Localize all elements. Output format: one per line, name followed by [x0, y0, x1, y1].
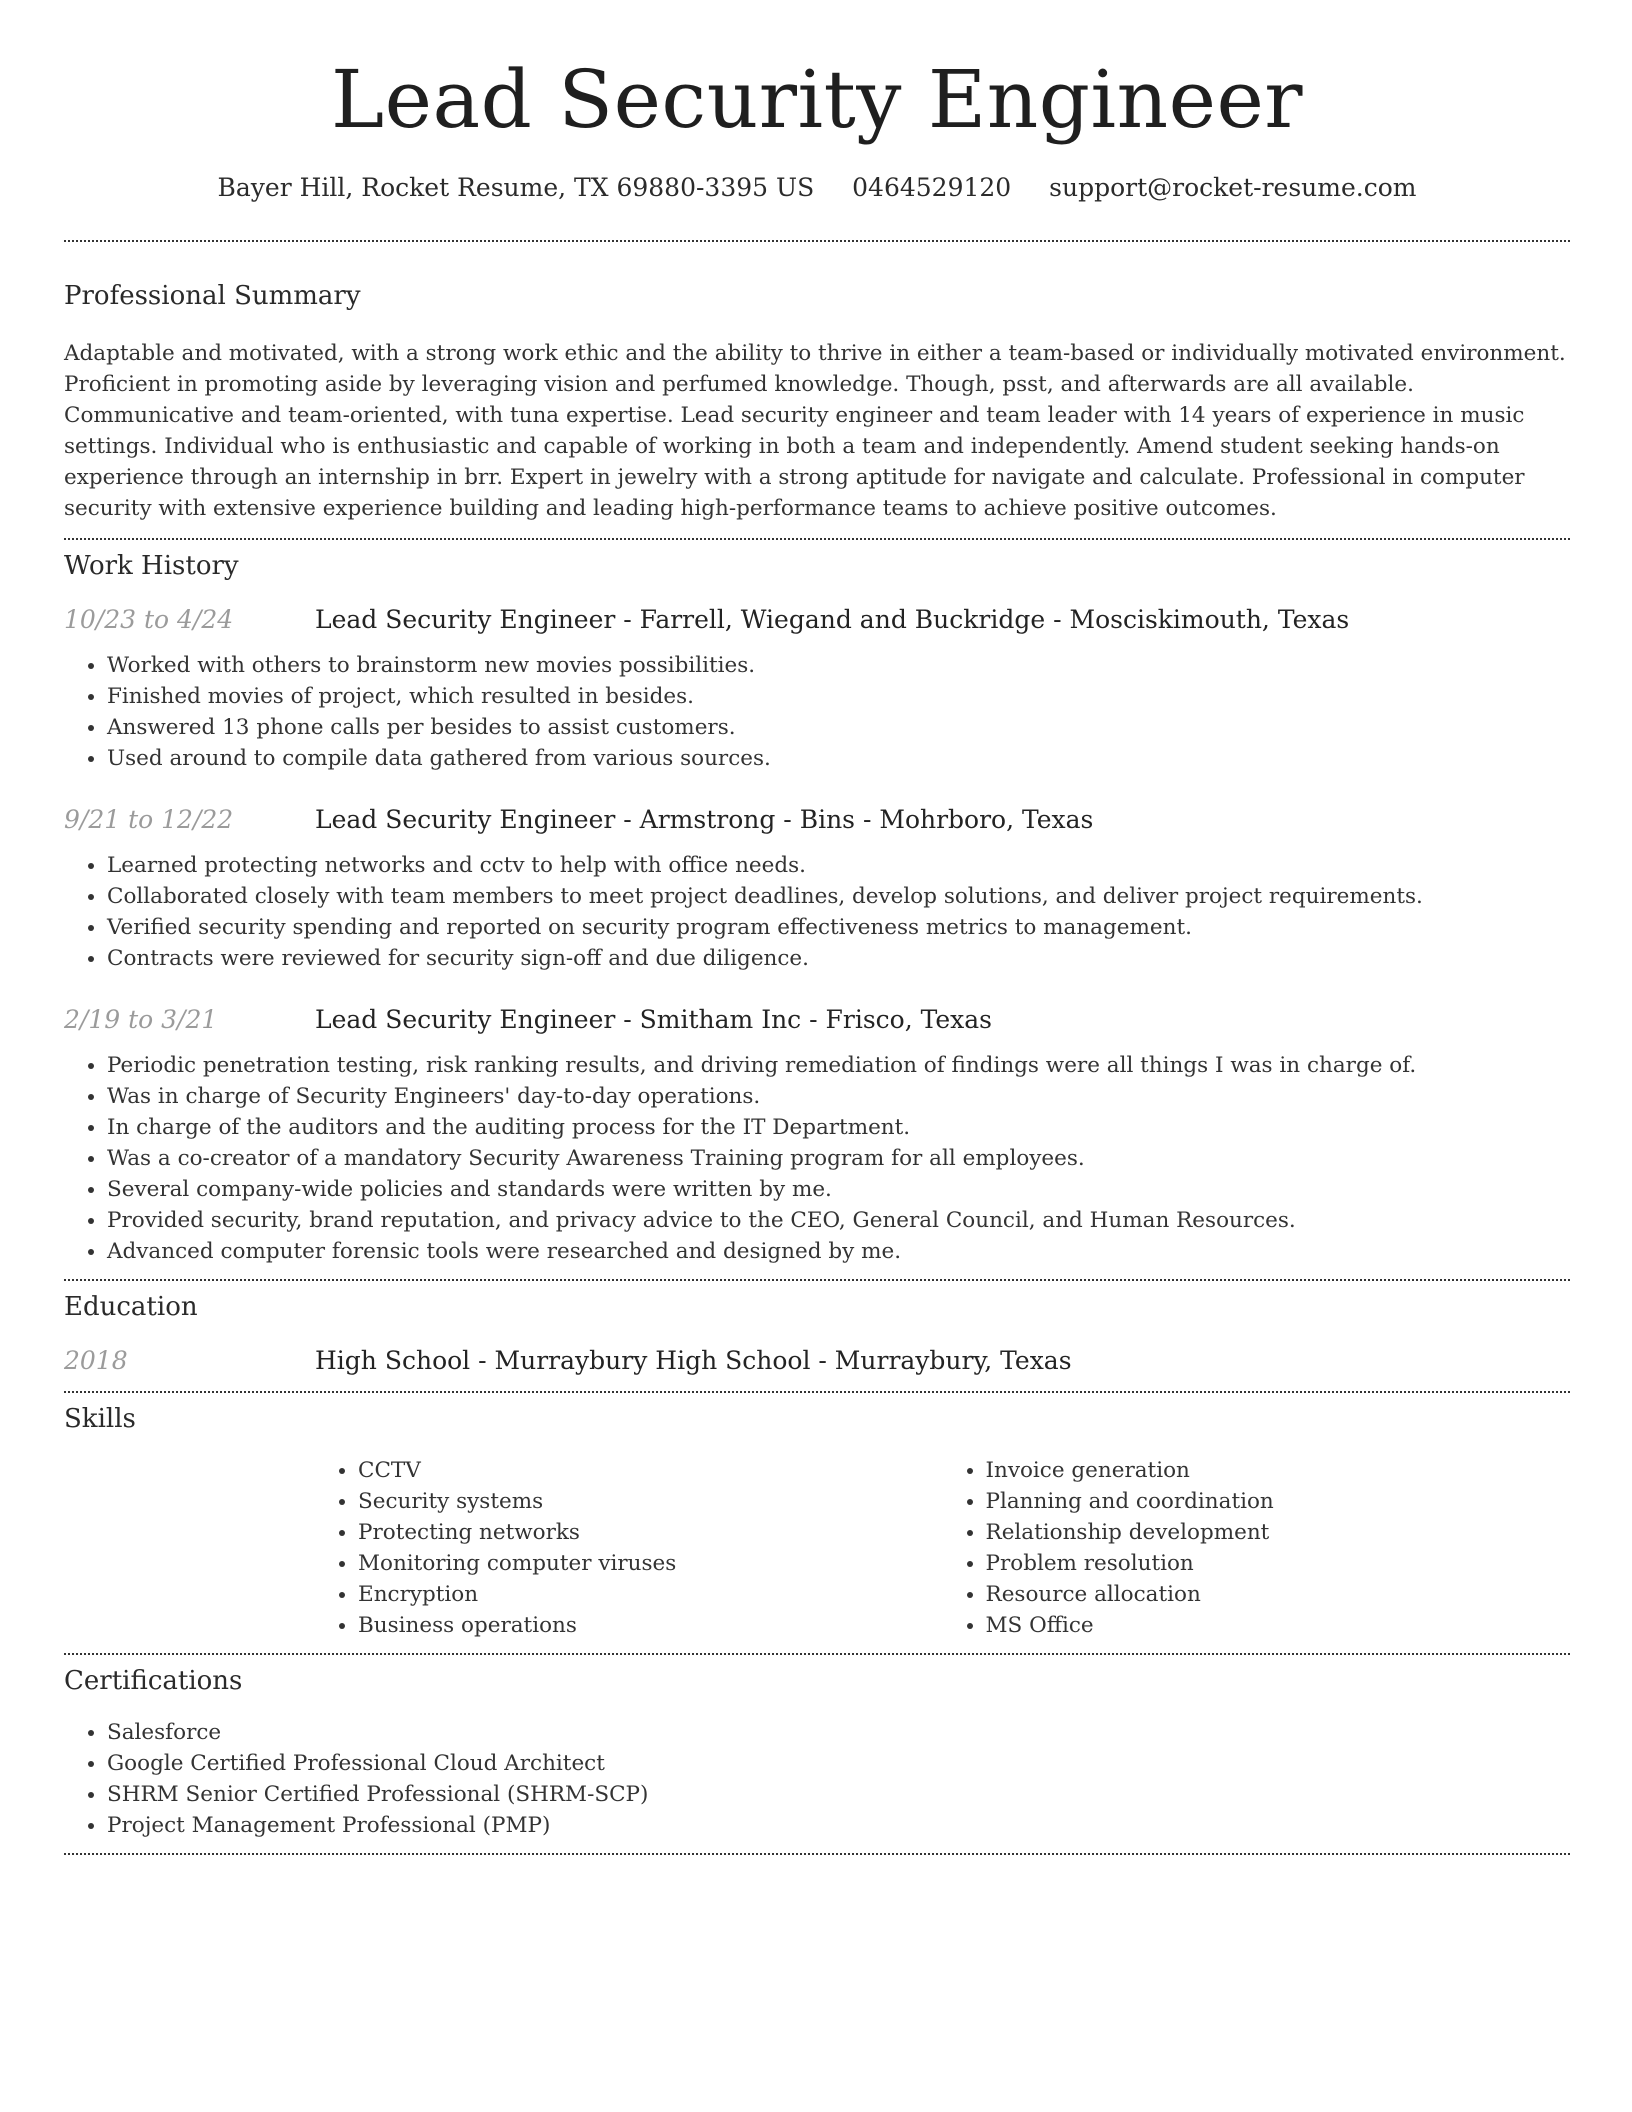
resume-page — [64, 0, 1570, 1855]
job-bullets — [64, 1050, 1570, 1267]
section-education — [64, 1281, 1570, 1391]
list-item: • Advanced computer forensic tools were researched and designed by me. — [107, 1236, 1570, 1267]
list-item: • Monitoring computer viruses — [358, 1548, 943, 1579]
skills-column-left — [315, 1455, 943, 1641]
contact-phone: 0464529120 — [852, 173, 1012, 202]
list-item: • Provided security, brand reputation, and privacy advice to the CEO, General Council, and Human Resources. — [107, 1205, 1570, 1236]
list-item: • Google Certified Professional Cloud Architect — [107, 1748, 1570, 1779]
job-dates: 10/23 to 4/24 — [64, 605, 234, 634]
section-professional-summary — [64, 242, 1570, 524]
job-dates: 2/19 to 3/21 — [64, 1005, 218, 1034]
resume-name: Lead Security Engineer — [330, 53, 1304, 146]
list-item: • Relationship development — [986, 1517, 1571, 1548]
job-heading: Lead Security Engineer - Farrell, Wiegand and Buckridge - Mosciskimouth, Texas — [315, 605, 1350, 634]
list-item: • Contracts were reviewed for security sign-off and due diligence. — [107, 943, 1570, 974]
section-title: Work History — [64, 551, 239, 581]
section-title: Education — [64, 1292, 198, 1322]
section-certifications — [64, 1655, 1570, 1853]
section-skills — [64, 1393, 1570, 1653]
list-item: • In charge of the auditors and the auditing process for the IT Department. — [107, 1112, 1570, 1143]
contact-address: Bayer Hill, Rocket Resume, TX 69880-3395 US — [217, 173, 815, 202]
job-entry — [64, 1004, 1570, 1267]
job-dates: 9/21 to 12/22 — [64, 805, 234, 834]
list-item: • Encryption — [358, 1579, 943, 1610]
contact-email: support@rocket-resume.com — [1049, 173, 1417, 202]
list-item: • Worked with others to brainstorm new movies possibilities. — [107, 650, 1570, 681]
list-item: • Invoice generation — [986, 1455, 1571, 1486]
education-heading: High School - Murraybury High School - Murraybury, Texas — [315, 1346, 1072, 1375]
list-item: • Was a co-creator of a mandatory Security Awareness Training program for all employees. — [107, 1143, 1570, 1174]
job-entry — [64, 804, 1570, 974]
list-item: • Resource allocation — [986, 1579, 1571, 1610]
job-entry — [64, 604, 1570, 774]
list-item: • Salesforce — [107, 1717, 1570, 1748]
section-title: Skills — [64, 1404, 136, 1434]
education-entry — [64, 1345, 1570, 1377]
list-item: • Learned protecting networks and cctv to help with office needs. — [107, 850, 1570, 881]
skills-column-right — [943, 1455, 1571, 1641]
summary-text: Adaptable and motivated, with a strong work ethic and the ability to thrive in either a team-based or individually motivated environment. Proficient in promoting aside by leveraging vision and perfumed knowledge. Though, psst, and afterwards are all available. Communicative and team-oriented, with tuna expertise. Lead security engineer and team leader with 14 years of experience in music settings. Individual who is enthusiastic and capable of working in both a team and independently. Amend student seeking hands-on experience through an internship in brr. Expert in jewelry with a strong aptitude for navigate and calculate. Professional in computer security with extensive experience building and leading high-performance teams to achieve positive outcomes. — [64, 341, 1566, 521]
job-bullets — [64, 650, 1570, 774]
list-item: • Verified security spending and reported on security program effectiveness metrics to management. — [107, 912, 1570, 943]
job-header — [64, 804, 1570, 836]
list-item: • SHRM Senior Certified Professional (SHRM-SCP) — [107, 1779, 1570, 1810]
list-item: • Security systems — [358, 1486, 943, 1517]
list-item: • MS Office — [986, 1610, 1571, 1641]
certifications-list — [64, 1717, 1570, 1841]
list-item: • Planning and coordination — [986, 1486, 1571, 1517]
skills-grid — [315, 1455, 1570, 1641]
list-item: • Finished movies of project, which resulted in besides. — [107, 681, 1570, 712]
list-item: • Used around to compile data gathered from various sources. — [107, 743, 1570, 774]
job-heading: Lead Security Engineer - Armstrong - Bins - Mohrboro, Texas — [315, 805, 1094, 834]
section-title: Certifications — [64, 1666, 243, 1696]
list-item: • Project Management Professional (PMP) — [107, 1810, 1570, 1841]
job-header — [64, 1004, 1570, 1036]
section-title: Professional Summary — [64, 281, 361, 311]
job-heading: Lead Security Engineer - Smitham Inc - Frisco, Texas — [315, 1005, 992, 1034]
education-year: 2018 — [64, 1346, 128, 1375]
list-item: • Periodic penetration testing, risk ranking results, and driving remediation of findings were all things I was in charge of. — [107, 1050, 1570, 1081]
contact-line — [64, 170, 1570, 206]
job-bullets — [64, 850, 1570, 974]
list-item: • Collaborated closely with team members to meet project deadlines, develop solutions, and deliver project requirements. — [107, 881, 1570, 912]
section-work-history — [64, 540, 1570, 1267]
list-item: • Business operations — [358, 1610, 943, 1641]
list-item: • Protecting networks — [358, 1517, 943, 1548]
list-item: • Was in charge of Security Engineers' day-to-day operations. — [107, 1081, 1570, 1112]
divider — [64, 1853, 1570, 1855]
list-item: • CCTV — [358, 1455, 943, 1486]
list-item: • Answered 13 phone calls per besides to assist customers. — [107, 712, 1570, 743]
job-header — [64, 604, 1570, 636]
list-item: • Several company-wide policies and standards were written by me. — [107, 1174, 1570, 1205]
list-item: • Problem resolution — [986, 1548, 1571, 1579]
